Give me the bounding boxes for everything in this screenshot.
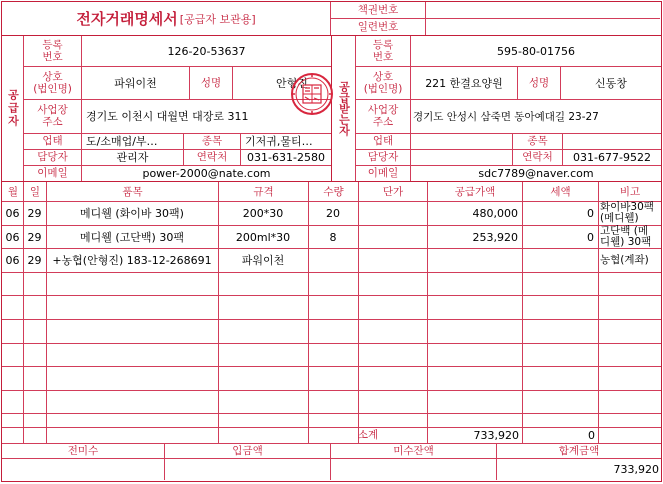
supplier-contact-label: 연락처 bbox=[196, 151, 228, 163]
unpaid-balance-label: 미수잔액 bbox=[393, 444, 434, 457]
supplier-business-type-label: 업태 bbox=[42, 135, 63, 147]
item-day: 29 bbox=[27, 230, 42, 244]
item-supply bbox=[428, 248, 521, 272]
supplier-business-type: 도/소매업/부… bbox=[86, 135, 158, 148]
item-supply: 480,000 bbox=[472, 206, 518, 220]
supplier-business-item-label: 종목 bbox=[201, 135, 223, 147]
receiver-contact: 031-677-9522 bbox=[573, 150, 651, 164]
title-area bbox=[2, 2, 330, 35]
items-header-note: 비고 bbox=[619, 185, 641, 198]
receiver-company: 221 한결요양원 bbox=[425, 76, 503, 90]
receiver-business-item-label: 종목 bbox=[527, 135, 548, 147]
supplier-company: 파워이천 bbox=[114, 76, 157, 90]
item-month: 06 bbox=[5, 230, 20, 244]
item-qty: 20 bbox=[326, 206, 340, 220]
item-qty bbox=[309, 248, 357, 272]
items-header-month: 월 bbox=[7, 185, 19, 198]
item-item: 메디웰 (화이바 30팩) bbox=[80, 207, 184, 220]
item-unit-price bbox=[359, 201, 426, 225]
item-unit-price bbox=[359, 225, 426, 249]
supplier-email: power-2000@nate.com bbox=[142, 166, 271, 180]
receiver-email-label: 이메일 bbox=[367, 167, 399, 179]
items-header-unit-price: 단가 bbox=[382, 185, 404, 198]
receiver-side-label: 공급받는자 bbox=[337, 81, 351, 136]
item-day: 29 bbox=[27, 206, 42, 220]
receiver-contact-label: 연락처 bbox=[522, 151, 553, 163]
item-item: +농협(안형진) 183-12-268691 bbox=[52, 254, 212, 267]
previous-balance-label: 전미수 bbox=[67, 444, 99, 457]
item-tax: 0 bbox=[587, 206, 594, 220]
book-no-label: 책권번호 bbox=[357, 4, 399, 16]
item-day: 29 bbox=[27, 253, 42, 267]
item-item: 메디웰 (고단백) 30팩 bbox=[80, 231, 184, 244]
supplier-address-label: 사업장 주소 bbox=[37, 104, 68, 128]
items-header-day: 일 bbox=[29, 185, 41, 198]
total-amount-label: 합계금액 bbox=[558, 444, 600, 457]
item-spec: 200*30 bbox=[242, 206, 284, 220]
supplier-reg-no: 126-20-53637 bbox=[167, 44, 246, 58]
supplier-reg-label: 등록 번호 bbox=[42, 39, 63, 63]
receiver-name: 신동창 bbox=[595, 76, 627, 90]
item-spec: 파워이천 bbox=[241, 254, 285, 267]
supplier-company-label: 상호 (법인명) bbox=[33, 70, 72, 95]
item-note: 화이바30팩 (메디웰) bbox=[600, 201, 654, 224]
serial-no-label: 일련번호 bbox=[357, 21, 399, 33]
received-amount-label: 입금액 bbox=[232, 444, 263, 457]
subtotal-tax: 0 bbox=[588, 428, 595, 442]
receiver-company-label: 상호 (법인명) bbox=[363, 70, 403, 95]
receiver-business-item bbox=[565, 133, 659, 149]
items-header-tax: 세액 bbox=[550, 185, 571, 198]
item-qty: 8 bbox=[329, 230, 337, 244]
items-header-qty: 수량 bbox=[323, 185, 344, 198]
supplier-manager-label: 담당자 bbox=[37, 151, 68, 163]
subtotal-label: 소계 bbox=[357, 429, 379, 441]
item-unit-price bbox=[359, 248, 426, 272]
total-amount: 733,920 bbox=[613, 463, 659, 476]
supplier-address: 경기도 이천시 대월면 대장로 311 bbox=[86, 110, 249, 123]
subtotal-supply: 733,920 bbox=[473, 428, 519, 442]
item-spec: 200ml*30 bbox=[235, 230, 291, 244]
items-header-spec: 규격 bbox=[253, 185, 274, 198]
item-note: 농협(계좌) bbox=[600, 253, 649, 266]
receiver-address-label: 사업장 주소 bbox=[367, 104, 399, 128]
item-supply: 253,920 bbox=[472, 230, 518, 244]
receiver-business-type-label: 업태 bbox=[372, 135, 394, 147]
receiver-address: 경기도 안성시 삼죽면 동아예대길 23-27 bbox=[413, 110, 599, 123]
receiver-business-type bbox=[414, 133, 510, 149]
item-tax: 0 bbox=[587, 230, 594, 244]
supplier-email-label: 이메일 bbox=[37, 167, 68, 179]
receiver-reg-label: 등록 번호 bbox=[372, 39, 394, 63]
supplier-contact: 031-631-2580 bbox=[247, 150, 325, 164]
supplier-side-label: 공급자 bbox=[6, 89, 20, 128]
page-subtitle: [공급자 보관용] bbox=[179, 12, 256, 26]
receiver-manager bbox=[411, 149, 512, 165]
items-header-item: 품목 bbox=[122, 185, 143, 198]
receiver-reg-no: 595-80-01756 bbox=[497, 44, 575, 58]
receiver-email: sdc7789@naver.com bbox=[478, 166, 594, 180]
item-note: 고단백 (메 디웰) 30팩 bbox=[600, 225, 652, 248]
supplier-name-label: 성명 bbox=[200, 76, 222, 89]
page-title: 전자거래명세서 bbox=[76, 10, 178, 28]
item-tax bbox=[523, 248, 597, 272]
supplier-name: 안형진 bbox=[276, 76, 308, 90]
receiver-name-label: 성명 bbox=[528, 76, 550, 89]
item-month: 06 bbox=[5, 253, 20, 267]
supplier-business-item: 기저귀,물티… bbox=[245, 135, 313, 148]
supplier-manager: 관리자 bbox=[116, 151, 149, 164]
receiver-manager-label: 담당자 bbox=[367, 151, 399, 163]
items-header-supply: 공급가액 bbox=[454, 185, 496, 198]
item-month: 06 bbox=[5, 206, 20, 220]
